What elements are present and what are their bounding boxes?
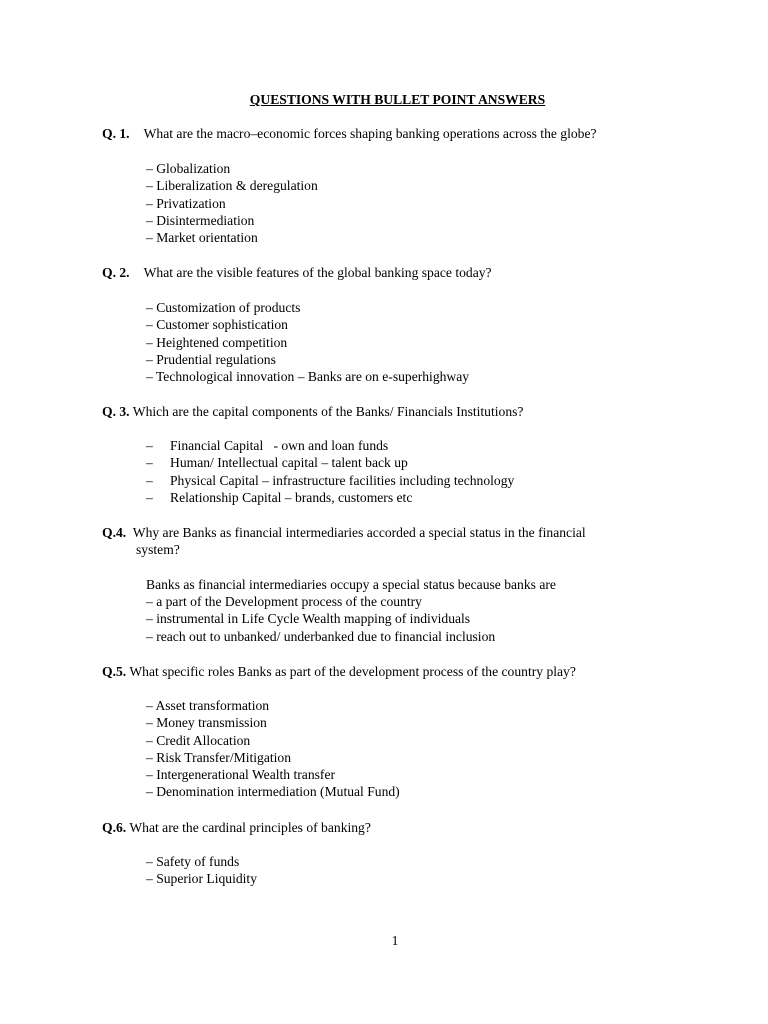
list-dash: – <box>146 472 153 488</box>
question-4 <box>102 524 586 541</box>
list-item: – Safety of funds <box>146 854 240 869</box>
question-text: What are the cardinal principles of banking? <box>129 820 371 835</box>
answer-list-6 <box>146 853 257 888</box>
list-dash: – <box>146 438 153 453</box>
answer-intro: Banks as financial intermediaries occupy a special status because banks are <box>146 577 556 592</box>
answer-list-1 <box>146 160 318 246</box>
list-item: – Prudential regulations <box>146 351 276 367</box>
list-item: – Asset transformation <box>146 698 270 713</box>
answer-list-2 <box>146 299 469 385</box>
answer-list-5 <box>146 697 400 801</box>
list-dash: – <box>146 455 153 471</box>
list-item: – Customer sophistication <box>146 317 288 333</box>
list-item: – Risk Transfer/Mitigation <box>146 749 292 765</box>
list-item <box>146 472 514 489</box>
list-item: – instrumental in Life Cycle Wealth mapping of individuals <box>146 611 471 627</box>
list-item: – Money transmission <box>146 715 267 731</box>
list-item: – a part of the Development process of the country <box>146 594 422 609</box>
list-item-text: Human/ Intellectual capital – talent back up <box>170 455 408 471</box>
list-item: – Superior Liquidity <box>146 871 258 887</box>
question-2 <box>102 264 492 281</box>
list-item <box>146 489 514 506</box>
question-5 <box>102 663 576 680</box>
list-item: – Technological innovation – Banks are on e-superhighway <box>146 369 470 385</box>
list-item: – Customization of products <box>146 300 301 315</box>
question-text: What are the visible features of the global banking space today? <box>143 265 492 280</box>
list-item-text: Financial Capital - own and loan funds <box>170 438 389 453</box>
question-label: Q.4. <box>102 525 127 540</box>
question-text: What are the macro–economic forces shaping banking operations across the globe? <box>143 126 597 141</box>
list-item <box>146 454 514 471</box>
question-3 <box>102 403 523 420</box>
question-text-continued: system? <box>136 542 180 557</box>
list-item: – Liberalization & deregulation <box>146 178 318 194</box>
list-item: – Credit Allocation <box>146 732 251 748</box>
list-item: – Denomination intermediation (Mutual Fund) <box>146 784 400 800</box>
question-text: What specific roles Banks as part of the development process of the country play? <box>129 664 576 679</box>
list-dash: – <box>146 489 153 505</box>
question-label: Q. 3. <box>102 404 130 419</box>
list-item: – Disintermediation <box>146 212 255 228</box>
list-item: – Heightened competition <box>146 334 288 350</box>
question-text: Which are the capital components of the Banks/ Financials Institutions? <box>132 404 524 419</box>
list-item: – Privatization <box>146 195 226 211</box>
question-label: Q. 1. <box>102 126 130 141</box>
list-item: – reach out to unbanked/ underbanked due to financial inclusion <box>146 628 496 644</box>
question-label: Q. 2. <box>102 265 130 280</box>
list-item: – Market orientation <box>146 230 258 246</box>
list-item-text: Physical Capital – infrastructure facilities including technology <box>170 472 515 488</box>
answer-list-3 <box>146 437 514 506</box>
list-item: – Intergenerational Wealth transfer <box>146 767 336 783</box>
list-item: – Globalization <box>146 161 231 176</box>
answer-list-4 <box>146 593 495 645</box>
question-1 <box>102 125 597 142</box>
question-6 <box>102 819 371 836</box>
list-item-text: Relationship Capital – brands, customers etc <box>170 489 413 505</box>
list-item <box>146 437 514 454</box>
question-label: Q.5. <box>102 664 127 679</box>
question-text: Why are Banks as financial intermediaries accorded a special status in the financial <box>132 525 586 540</box>
page-number: 1 <box>391 933 399 948</box>
question-label: Q.6. <box>102 820 127 835</box>
page-title: QUESTIONS WITH BULLET POINT ANSWERS <box>249 92 546 107</box>
